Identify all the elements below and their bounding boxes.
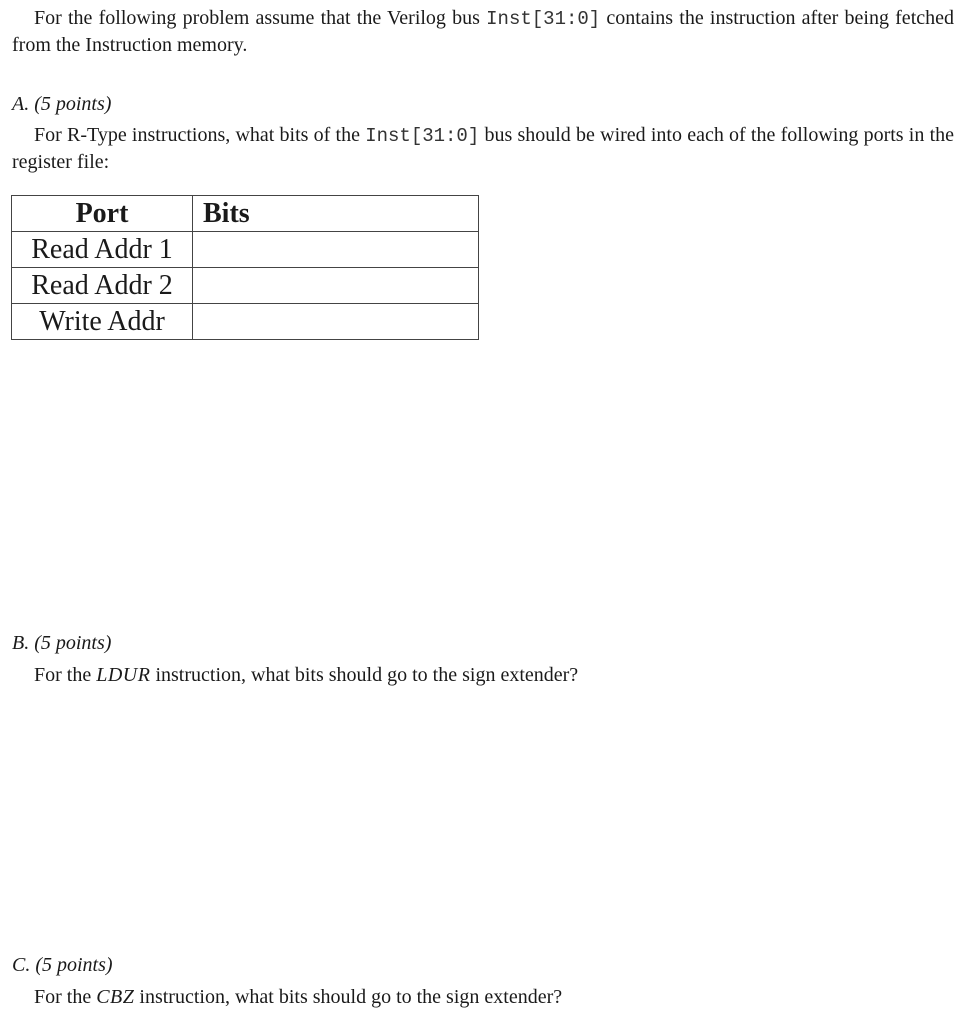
part-a-text-after: bus should be wired into each of the following ports in the register file: (12, 124, 955, 173)
intro-paragraph (12, 5, 954, 58)
part-c-cbz-math: CBZ (96, 986, 135, 1008)
intro-text-before: For the following problem assume that the Verilog bus (34, 7, 487, 29)
part-c-question (34, 984, 954, 1010)
table-row (12, 232, 479, 268)
register-ports-table (11, 195, 479, 340)
table-row (12, 268, 479, 304)
part-c-text-after: instruction, what bits should go to the sign extender? (134, 986, 563, 1008)
bits-read-addr-1[interactable] (193, 232, 479, 268)
part-a-question (12, 122, 954, 175)
bits-write-addr[interactable] (193, 304, 479, 340)
part-c-text-before: For the (34, 986, 97, 1008)
port-column-header: Port (12, 196, 193, 232)
part-a-text-before: For R-Type instructions, what bits of the (34, 124, 366, 146)
bits-column-header: Bits (193, 196, 479, 232)
part-a-heading: A. (5 points) (12, 93, 112, 115)
port-write-addr: Write Addr (12, 304, 193, 340)
intro-text-after: contains the instruction after being fetched from the Instruction memory. (12, 7, 954, 56)
part-c-heading: C. (5 points) (12, 954, 113, 976)
part-a-inst-code: Inst[31:0] (365, 125, 480, 147)
port-read-addr-2: Read Addr 2 (12, 268, 193, 304)
part-b-text-before: For the (34, 664, 97, 686)
part-b-question (34, 662, 954, 688)
part-b-text-after: instruction, what bits should go to the sign extender? (150, 664, 579, 686)
table-header-row (12, 196, 479, 232)
part-b-heading: B. (5 points) (12, 632, 112, 654)
part-b-ldur-math: LDUR (96, 664, 151, 686)
table-row (12, 304, 479, 340)
intro-inst-code: Inst[31:0] (486, 8, 601, 30)
port-read-addr-1: Read Addr 1 (12, 232, 193, 268)
bits-read-addr-2[interactable] (193, 268, 479, 304)
